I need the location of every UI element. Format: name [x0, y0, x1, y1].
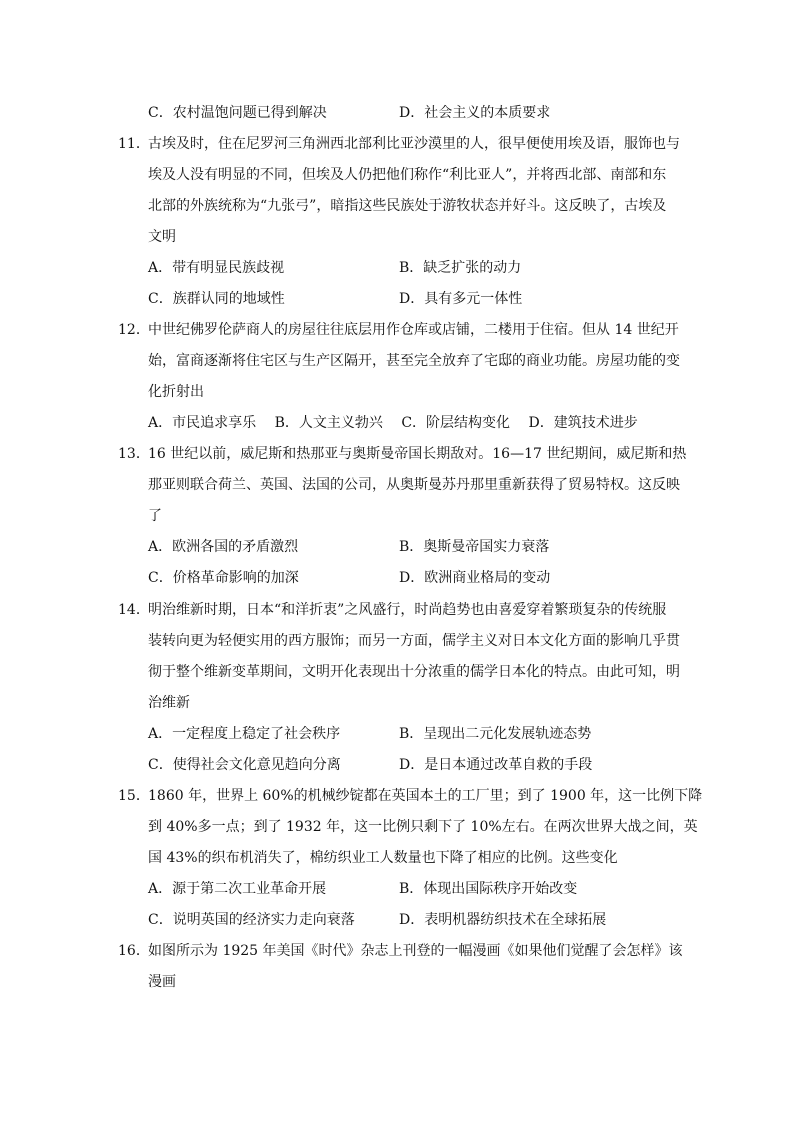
- question-text-line: 化折射出: [148, 384, 204, 400]
- question-text-line: 中世纪佛罗伦萨商人的房屋往往底层用作仓库或店铺，二楼用于住宿。但从 14 世纪开: [148, 322, 679, 338]
- option-c: C．族群认同的地域性: [148, 291, 285, 307]
- option-a: A．源于第二次工业革命开展: [148, 881, 327, 897]
- option-d: D．表明机器纺织技术在全球拓展: [399, 912, 607, 928]
- question-text-line: 治维新: [148, 695, 190, 711]
- question-text-line: 那亚则联合荷兰、英国、法国的公司，从奥斯曼苏丹那里重新获得了贸易特权。这反映: [148, 477, 680, 493]
- question-text-line: 到 40%多一点；到了 1932 年，这一比例只剩下了 10%左右。在两次世界大战之间，英: [148, 819, 698, 835]
- option-b: B．呈现出二元化发展轨迹态势: [399, 726, 592, 742]
- option-b: B．缺乏扩张的动力: [399, 260, 522, 276]
- question-text-line: 北部的外族统称为“九张弓”，暗指这些民族处于游牧状态并好斗。这反映了，古埃及: [148, 198, 667, 214]
- option-c: C．使得社会文化意见趋向分离: [148, 757, 341, 773]
- q10-option-c: C．农村温饱问题已得到解决: [148, 105, 327, 121]
- option-b: B．人文主义勃兴: [274, 415, 383, 431]
- question-number: 12．: [118, 322, 150, 338]
- option-c: C．说明英国的经济实力走向衰落: [148, 912, 355, 928]
- option-d: D．建筑技术进步: [528, 415, 638, 431]
- question-number: 15．: [118, 788, 150, 804]
- question-number: 11．: [118, 136, 150, 152]
- option-a: A．市民追求享乐: [148, 415, 257, 431]
- question-text-line: 国 43%的织布机消失了，棉纺织业工人数量也下降了相应的比例。这些变化: [148, 850, 618, 866]
- option-b: B．体现出国际秩序开始改变: [399, 881, 578, 897]
- question-text-line: 埃及人没有明显的不同，但埃及人仍把他们称作“利比亚人”，并将西北部、南部和东: [148, 167, 667, 183]
- question-text-line: 古埃及时，住在尼罗河三角洲西北部利比亚沙漠里的人，很早便使用埃及语，服饰也与: [148, 136, 680, 152]
- question-text-line: 彻于整个维新变革期间，文明开化表现出十分浓重的儒学日本化的特点。由此可知，明: [148, 664, 680, 680]
- question-text-line: 漫画: [148, 974, 176, 990]
- question-text-line: 16 世纪以前，威尼斯和热那亚与奥斯曼帝国长期敌对。16—17 世纪期间，威尼斯和热: [148, 446, 687, 462]
- option-c: C．价格革命影响的加深: [148, 570, 299, 586]
- option-b: B．奥斯曼帝国实力衰落: [399, 539, 550, 555]
- option-c: C．阶层结构变化: [401, 415, 511, 431]
- option-d: D．是日本通过改革自救的手段: [399, 757, 593, 773]
- question-text-line: 明治维新时期，日本“和洋折衷”之风盛行，时尚趋势也由喜爱穿着繁琐复杂的传统服: [148, 602, 667, 618]
- question-text-line: 装转向更为轻便实用的西方服饰；而另一方面，儒学主义对日本文化方面的影响几乎贯: [148, 633, 680, 649]
- option-a: A．欧洲各国的矛盾激烈: [148, 539, 299, 555]
- question-text-line: 如图所示为 1925 年美国《时代》杂志上刊登的一幅漫画《如果他们觉醒了会怎样》该: [148, 943, 683, 959]
- option-a: A．一定程度上稳定了社会秩序: [148, 726, 341, 742]
- question-number: 16．: [118, 943, 150, 959]
- question-number: 14．: [118, 602, 150, 618]
- option-d: D．具有多元一体性: [399, 291, 523, 307]
- question-text-line: 始，富商逐渐将住宅区与生产区隔开，甚至完全放弃了宅邸的商业功能。房屋功能的变: [148, 353, 680, 369]
- option-a: A．带有明显民族歧视: [148, 260, 285, 276]
- q10-option-d: D．社会主义的本质要求: [399, 105, 551, 121]
- question-text-line: 文明: [148, 229, 176, 245]
- question-number: 13．: [118, 446, 150, 462]
- question-text-line: 了: [148, 508, 162, 524]
- question-text-line: 1860 年，世界上 60%的机械纱锭都在英国本土的工厂里；到了 1900 年，这一比例下降: [148, 788, 703, 804]
- option-d: D．欧洲商业格局的变动: [399, 570, 551, 586]
- options-row: [148, 413, 652, 433]
